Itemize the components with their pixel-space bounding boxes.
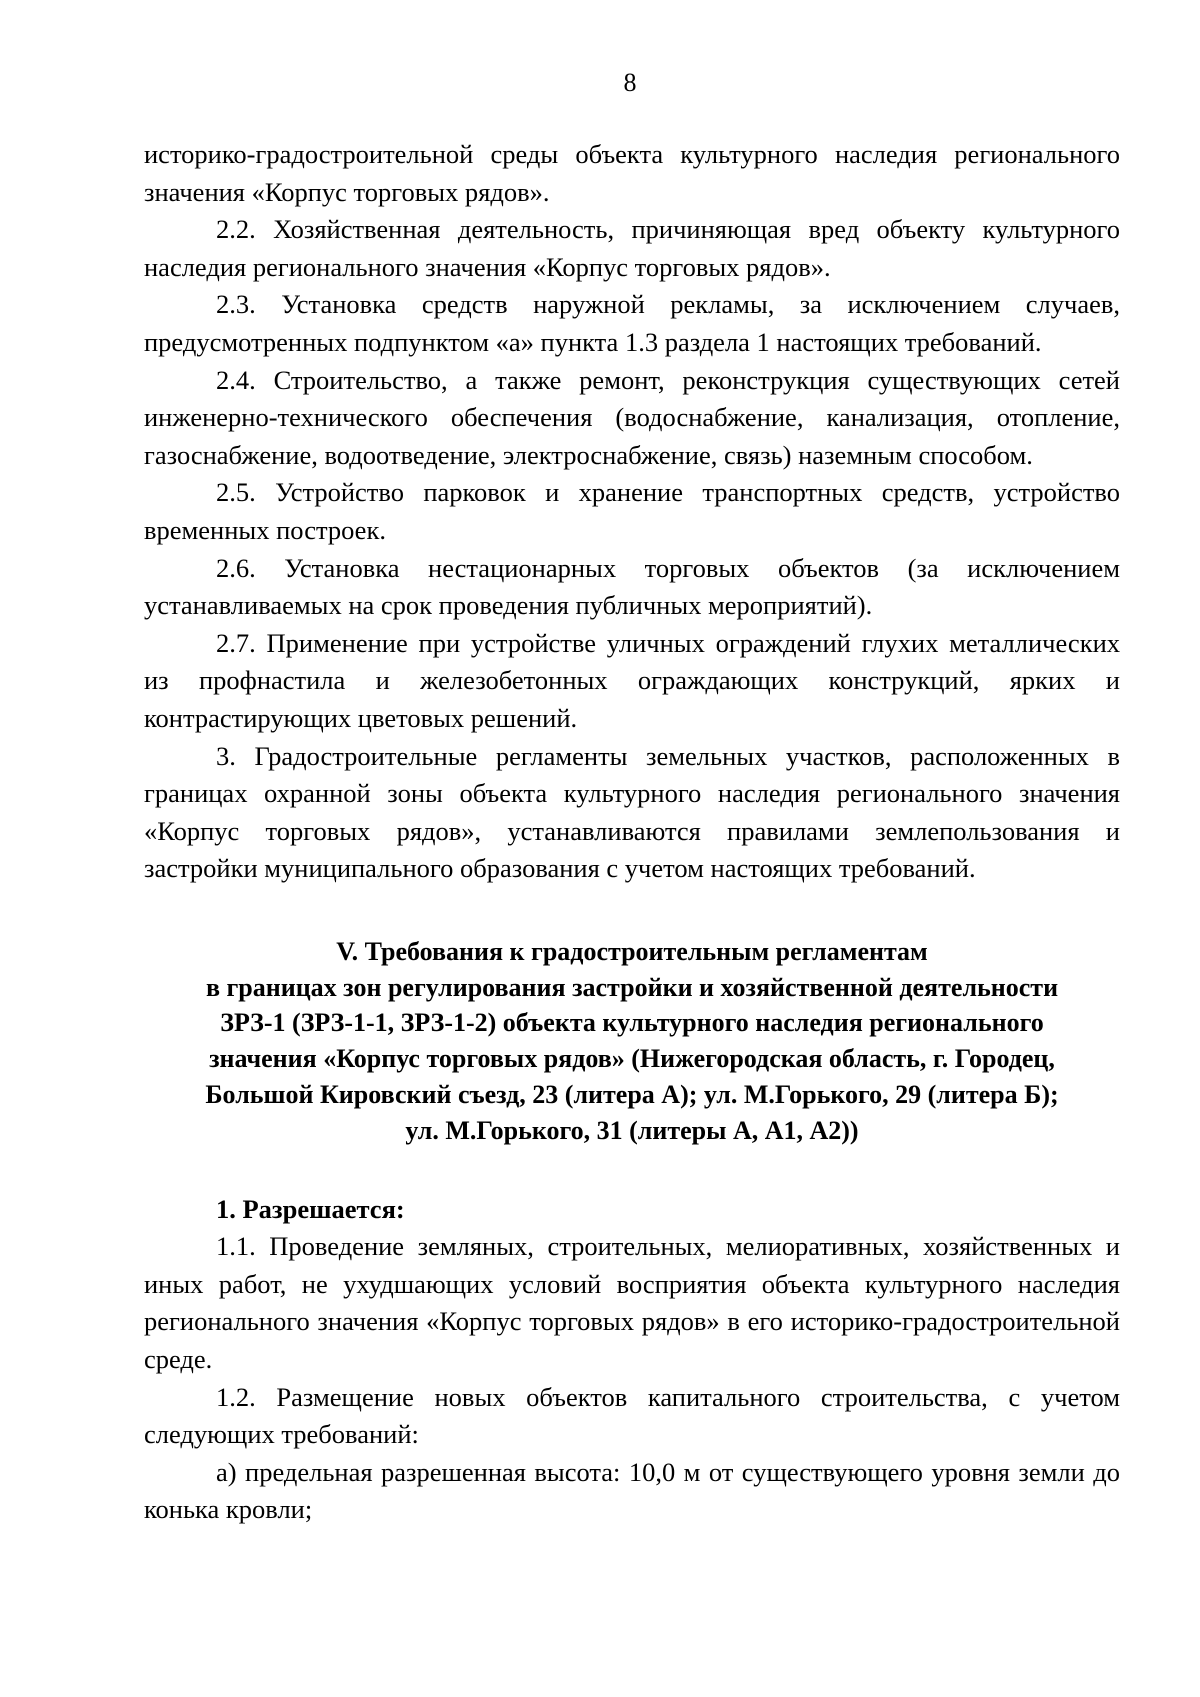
paragraph-a: а) предельная разрешенная высота: 10,0 м от существующего уровня земли до конька кровли;: [144, 1456, 1120, 1525]
paragraph-1-1: 1.1. Проведение земляных, строительных, мелиоративных, хозяйственных и иных работ, не ухудшающих условий восприятия объекта культурного наследия регионального значения «Корпус торговых рядов» в его историко-градостроительной среде.: [144, 1231, 1120, 1375]
heading-line: ЗРЗ-1 (ЗРЗ-1-1, ЗРЗ-1-2) объекта культурного наследия регионального: [220, 1008, 1044, 1038]
paragraph-2-3: 2.3. Установка средств наружной рекламы, за исключением случаев, предусмотренных подпунктом «а» пункта 1.3 раздела 1 настоящих требований.: [144, 289, 1120, 357]
heading-line: V. Требования к градостроительным регламентам: [336, 936, 928, 966]
page-number: 8: [623, 68, 637, 97]
heading-line: Большой Кировский съезд, 23 (литера А); ул. М.Горького, 29 (литера Б);: [205, 1080, 1059, 1110]
heading-line: значения «Корпус торговых рядов» (Нижегородская область, г. Городец,: [209, 1044, 1055, 1074]
subheading-allowed: 1. Разрешается:: [216, 1193, 405, 1224]
paragraph-1-2: 1.2. Размещение новых объектов капитального строительства, с учетом следующих требований:: [144, 1381, 1120, 1450]
paragraph-2-2: 2.2. Хозяйственная деятельность, причиняющая вред объекту культурного наследия регионального значения «Корпус торговых рядов».: [144, 214, 1120, 282]
document-body: [144, 136, 1120, 1529]
paragraph-2-5: 2.5. Устройство парковок и хранение транспортных средств, устройство временных построек.: [144, 477, 1120, 545]
heading-line: в границах зон регулирования застройки и хозяйственной деятельности: [205, 972, 1059, 1002]
section-v-heading: [144, 934, 1120, 1149]
paragraph-2-7: 2.7. Применение при устройстве уличных ограждений глухих металлических из профнастила и железобетонных ограждающих конструкций, ярких и контрастирующих цветовых решений.: [144, 627, 1120, 733]
paragraph-2-4: 2.4. Строительство, а также ремонт, реконструкция существующих сетей инженерно-технического обеспечения (водоснабжение, канализация, отопление, газоснабжение, водоотведение, электроснабжение, связь) наземным способом.: [144, 364, 1120, 470]
paragraph-continuation: историко-градостроительной среды объекта культурного наследия регионального значения «Корпус торговых рядов».: [144, 139, 1120, 207]
paragraph-2-6: 2.6. Установка нестационарных торговых объектов (за исключением устанавливаемых на срок проведения публичных мероприятий).: [144, 552, 1120, 621]
paragraph-3: 3. Градостроительные регламенты земельных участков, расположенных в границах охранной зоны объекта культурного наследия регионального значения «Корпус торговых рядов», устанавливаются правилами землепользования и застройки муниципального образования с учетом настоящих требований.: [144, 740, 1120, 884]
heading-line: ул. М.Горького, 31 (литеры А, А1, А2)): [405, 1115, 859, 1145]
